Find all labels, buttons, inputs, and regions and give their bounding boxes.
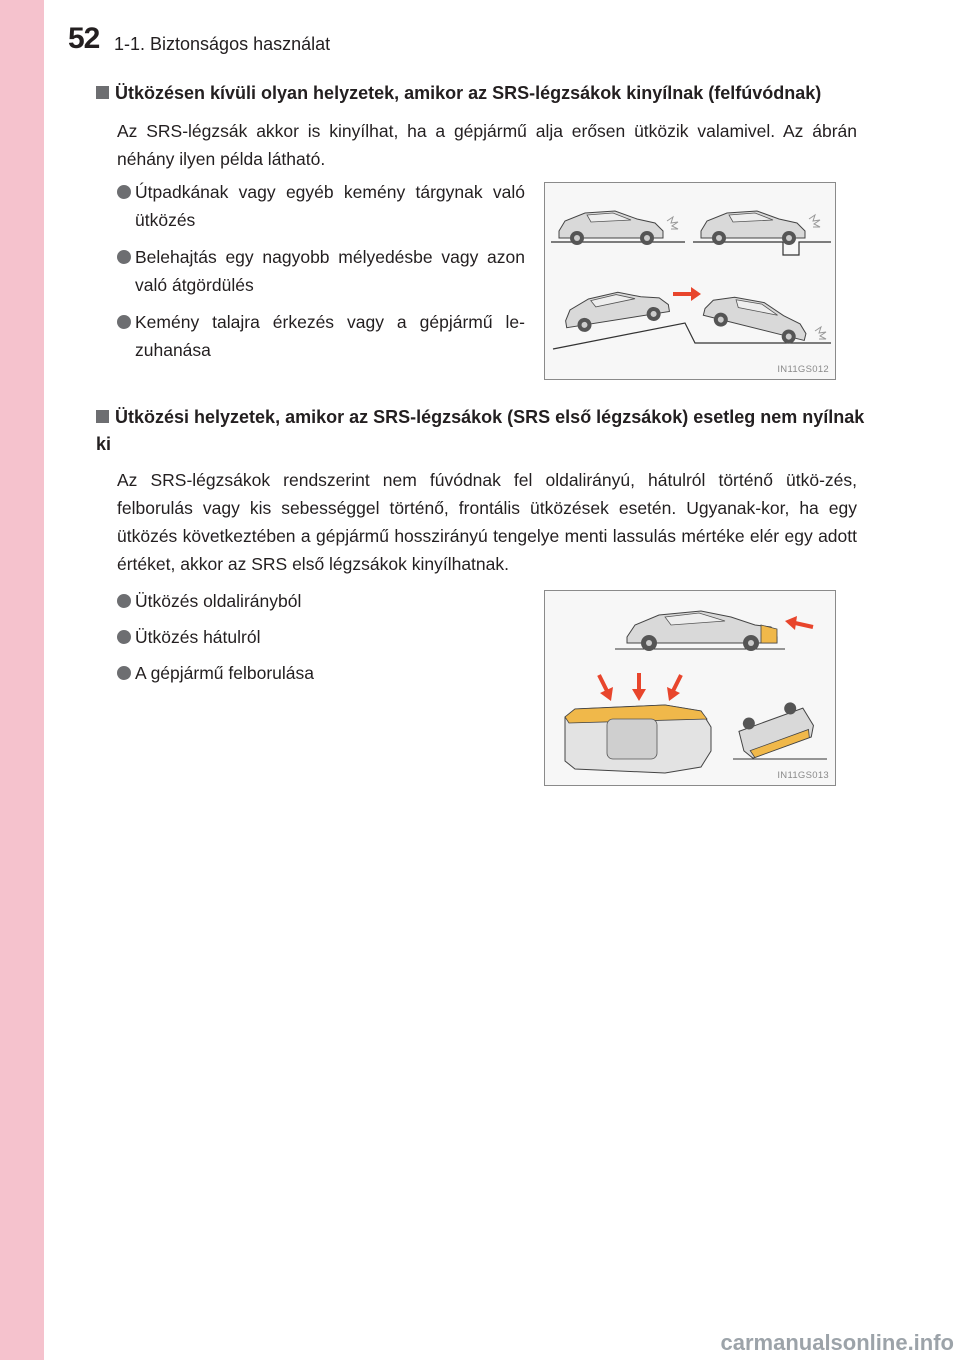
section2-heading-text: Ütközési helyzetek, amikor az SRS-légzsákok (SRS első légzsákok) esetleg nem nyílnak ki xyxy=(96,407,865,454)
section2-heading xyxy=(96,404,866,458)
car-impact-illustration xyxy=(545,183,837,381)
car-icon xyxy=(702,289,811,347)
bullet-dot-icon xyxy=(117,250,131,264)
section-title: 1-1. Biztonságos használat xyxy=(114,34,331,54)
section1-heading-text: Ütközésen kívüli olyan helyzetek, amikor az SRS-légzsákok kinyílnak (felfúvódnak) xyxy=(115,83,822,103)
red-arrow-icon xyxy=(673,287,701,301)
car-icon xyxy=(734,697,817,760)
figure-code: IN11GS012 xyxy=(777,364,829,375)
bullet-text: Ütközés oldalirányból xyxy=(135,591,302,611)
bullet-text: Kemény talajra érkezés vagy a gépjármű le-zuhanása xyxy=(135,312,525,360)
bullet-dot-icon xyxy=(117,666,131,680)
bullet-text: Belehajtás egy nagyobb mélyedésbe vagy azon való átgördülés xyxy=(135,247,525,295)
section2-bullet-2 xyxy=(117,623,515,651)
figure-code: IN11GS013 xyxy=(777,770,829,781)
section1-bullet-1 xyxy=(117,178,525,234)
heading-square-icon xyxy=(96,410,109,423)
red-arrow-icon xyxy=(785,616,813,630)
bullet-dot-icon xyxy=(117,315,131,329)
car-non-deploy-illustration xyxy=(545,591,837,787)
bullet-text: Ütközés hátulról xyxy=(135,627,261,647)
car-icon xyxy=(562,285,670,335)
bullet-dot-icon xyxy=(117,185,131,199)
figure-curb-impact xyxy=(544,182,836,380)
bullet-dot-icon xyxy=(117,594,131,608)
car-icon xyxy=(701,211,805,245)
section2-bullet-3 xyxy=(117,659,515,687)
bullet-text: Útpadkának vagy egyéb kemény tárgynak való ütközés xyxy=(135,182,525,230)
section1-bullet-3 xyxy=(117,308,525,364)
section2-bullet-1 xyxy=(117,587,515,615)
bullet-dot-icon xyxy=(117,630,131,644)
section2-paragraph: Az SRS-légzsákok rendszerint nem fúvódnak fel oldalirányú, hátulról történő ütkö-zés, felborulás vagy kis sebességgel történő, frontális ütközések esetén. Ugyanak-kor, ha egy ütközés következtében a gépjármű hosszirányú tengelye menti lassulás mértéke elér egy adott értéket, akkor az SRS első légzsákok kinyílhatnak. xyxy=(117,470,857,574)
figure-non-deploy xyxy=(544,590,836,786)
section1-bullet-2 xyxy=(117,243,525,299)
car-icon xyxy=(559,211,663,245)
watermark: carmanualsonline.info xyxy=(720,1330,954,1355)
red-arrow-icon xyxy=(599,673,681,701)
section1-paragraph: Az SRS-légzsák akkor is kinyílhat, ha a gépjármű alja erősen ütközik valamivel. Az ábrán néhány ilyen példa látható. xyxy=(117,121,857,169)
page-number: 52 xyxy=(68,22,100,55)
section1-heading xyxy=(96,80,876,107)
car-icon xyxy=(565,705,711,773)
car-icon xyxy=(627,611,777,651)
heading-square-icon xyxy=(96,86,109,99)
bullet-text: A gépjármű felborulása xyxy=(135,663,314,683)
side-tab-band xyxy=(0,0,44,1360)
